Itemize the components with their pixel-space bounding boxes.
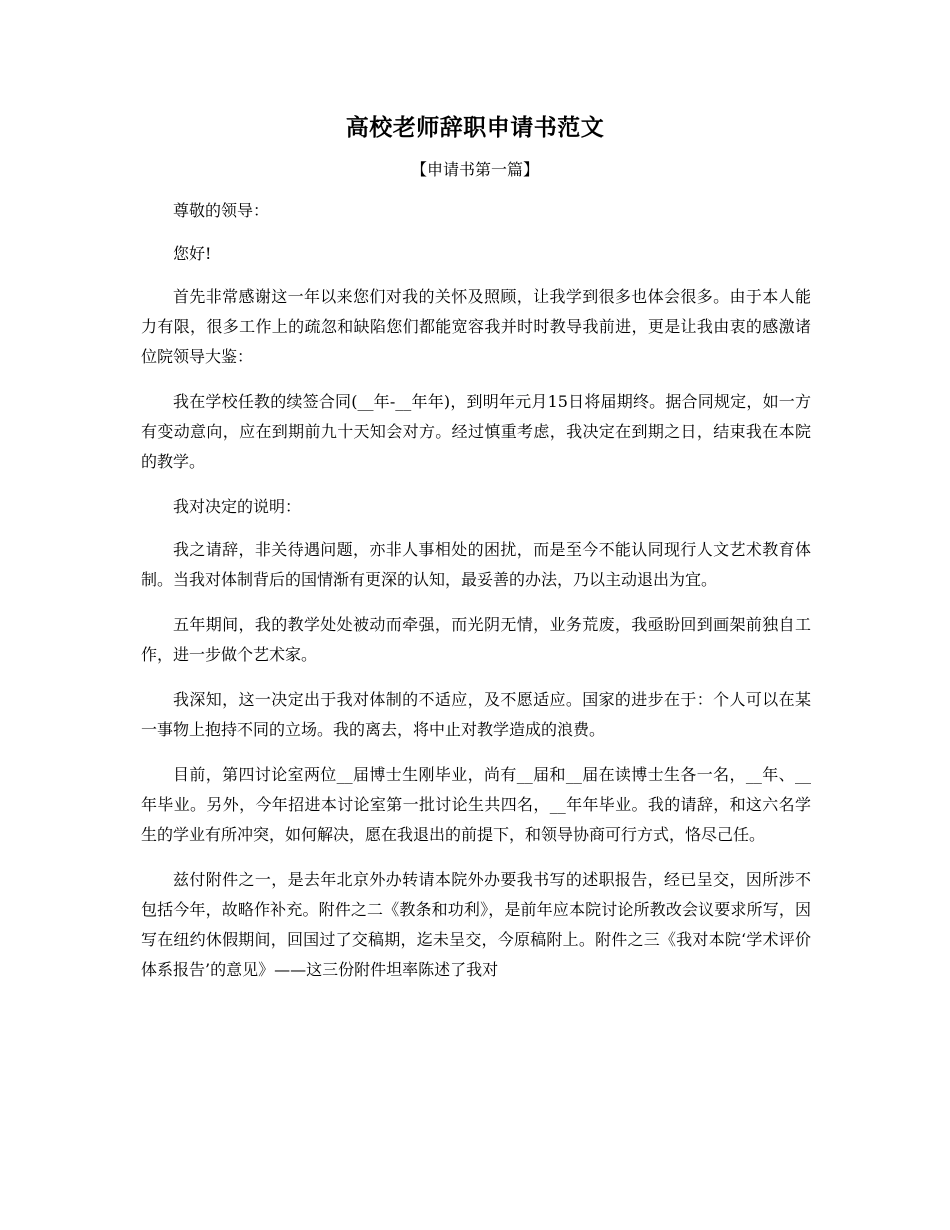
document-subtitle: 【申请书第一篇】 — [410, 160, 539, 179]
paragraph-explanation-heading: 我对决定的说明： — [173, 497, 302, 516]
paragraph-thanks: 首先非常感谢这一年以来您们对我的关怀及照顾，让我学到很多也体会很多。由于本人能力有限，很多工作上的疏忽和缺陷您们都能宽容我并时时教导我前进，更是让我由衷的感激诸位院领导大鉴： — [141, 287, 811, 366]
paragraph-understanding: 我深知，这一决定出于我对体制的不适应，及不愿适应。国家的进步在于：个人可以在某一事物上抱持不同的立场。我的离去，将中止对教学造成的浪费。 — [141, 690, 811, 739]
paragraph-reason: 我之请辞，非关待遇问题，亦非人事相处的困扰，而是至今不能认同现行人文艺术教育体制。当我对体制背后的国情渐有更深的认知，最妥善的办法，乃以主动退出为宜。 — [141, 540, 811, 589]
salutation: 尊敬的领导： — [173, 201, 270, 220]
paragraph-attachments: 兹付附件之一，是去年北京外办转请本院外办要我书写的述职报告，经已呈交，因所涉不包括今年，故略作补充。附件之二《教条和功利》，是前年应本院讨论所教改会议要求所写，因写在纽约休假期间，回国过了交稿期，迄未呈交，今原稿附上。附件之三《我对本院‘学术评价体系报告’的意见》——这三份附件坦率陈述了我对 — [141, 870, 811, 979]
paragraph-five-years: 五年期间，我的教学处处被动而牵强，而光阴无情，业务荒废，我亟盼回到画架前独自工作，进一步做个艺术家。 — [141, 615, 811, 664]
document-body — [141, 196, 811, 1000]
greeting: 您好! — [173, 244, 212, 263]
document-title: 高校老师辞职申请书范文 — [345, 114, 605, 141]
paragraph-students: 目前，第四讨论室两位__届博士生刚毕业，尚有__届和__届在读博士生各一名，__年、__年毕业。另外，今年招进本讨论室第一批讨论生共四名，__年年毕业。我的请辞，和这六名学生的学业有所冲突，如何解决，愿在我退出的前提下，和领导协商可行方式，恪尽己任。 — [141, 765, 811, 844]
paragraph-contract: 我在学校任教的续签合同(__年-__年年)，到明年元月15日将届期终。据合同规定，如一方有变动意向，应在到期前九十天知会对方。经过慎重考虑，我决定在到期之日，结束我在本院的教学。 — [141, 392, 811, 471]
